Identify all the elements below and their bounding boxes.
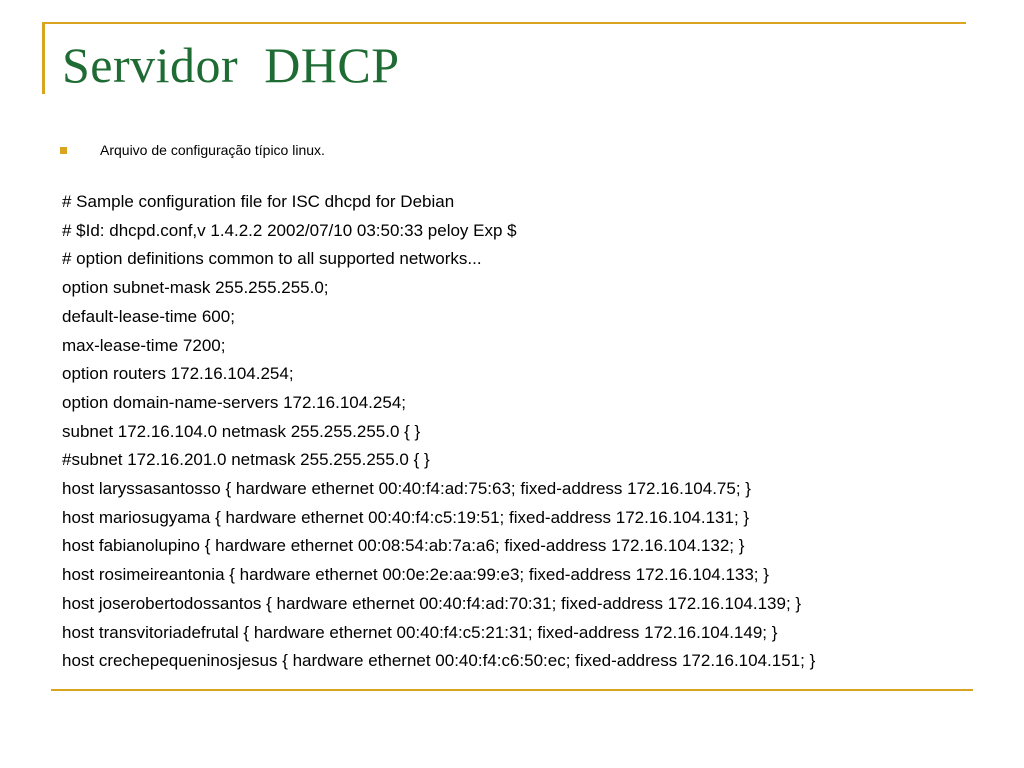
bottom-accent-line bbox=[51, 689, 973, 691]
config-line: subnet 172.16.104.0 netmask 255.255.255.0 { } bbox=[62, 421, 421, 441]
slide-title: Servidor DHCP bbox=[62, 37, 400, 93]
config-line: max-lease-time 7200; bbox=[62, 335, 226, 355]
bullet-text: Arquivo de configuração típico linux. bbox=[100, 142, 325, 158]
config-line: host laryssasantosso { hardware ethernet 00:40:f4:ad:75:63; fixed-address 172.16.104.75; } bbox=[62, 479, 751, 499]
config-line: # $Id: dhcpd.conf,v 1.4.2.2 2002/07/10 03:50:33 peloy Exp $ bbox=[62, 220, 517, 240]
config-file-listing bbox=[62, 188, 992, 676]
config-line: host crechepequeninosjesus { hardware ethernet 00:40:f4:c6:50:ec; fixed-address 172.16.104.151; } bbox=[62, 651, 816, 671]
config-line: #subnet 172.16.201.0 netmask 255.255.255.0 { } bbox=[62, 450, 430, 470]
config-line: # option definitions common to all supported networks... bbox=[62, 249, 482, 269]
config-line: host joserobertodossantos { hardware ethernet 00:40:f4:ad:70:31; fixed-address 172.16.104.139; } bbox=[62, 593, 802, 613]
config-line: option routers 172.16.104.254; bbox=[62, 364, 294, 384]
config-line: host mariosugyama { hardware ethernet 00:40:f4:c5:19:51; fixed-address 172.16.104.131; } bbox=[62, 507, 750, 527]
config-line: host fabianolupino { hardware ethernet 00:08:54:ab:7a:a6; fixed-address 172.16.104.132; } bbox=[62, 536, 745, 556]
bullet-item bbox=[60, 140, 325, 160]
config-line: host rosimeireantonia { hardware ethernet 00:0e:2e:aa:99:e3; fixed-address 172.16.104.133; } bbox=[62, 565, 769, 585]
config-line: option subnet-mask 255.255.255.0; bbox=[62, 278, 329, 298]
left-accent-line bbox=[42, 22, 45, 94]
top-accent-line bbox=[42, 22, 966, 24]
square-bullet-icon bbox=[60, 147, 67, 154]
config-line: option domain-name-servers 172.16.104.254; bbox=[62, 392, 406, 412]
config-line: default-lease-time 600; bbox=[62, 306, 235, 326]
config-line: # Sample configuration file for ISC dhcpd for Debian bbox=[62, 192, 455, 211]
config-line: host transvitoriadefrutal { hardware ethernet 00:40:f4:c5:21:31; fixed-address 172.16.104.149; } bbox=[62, 622, 778, 642]
